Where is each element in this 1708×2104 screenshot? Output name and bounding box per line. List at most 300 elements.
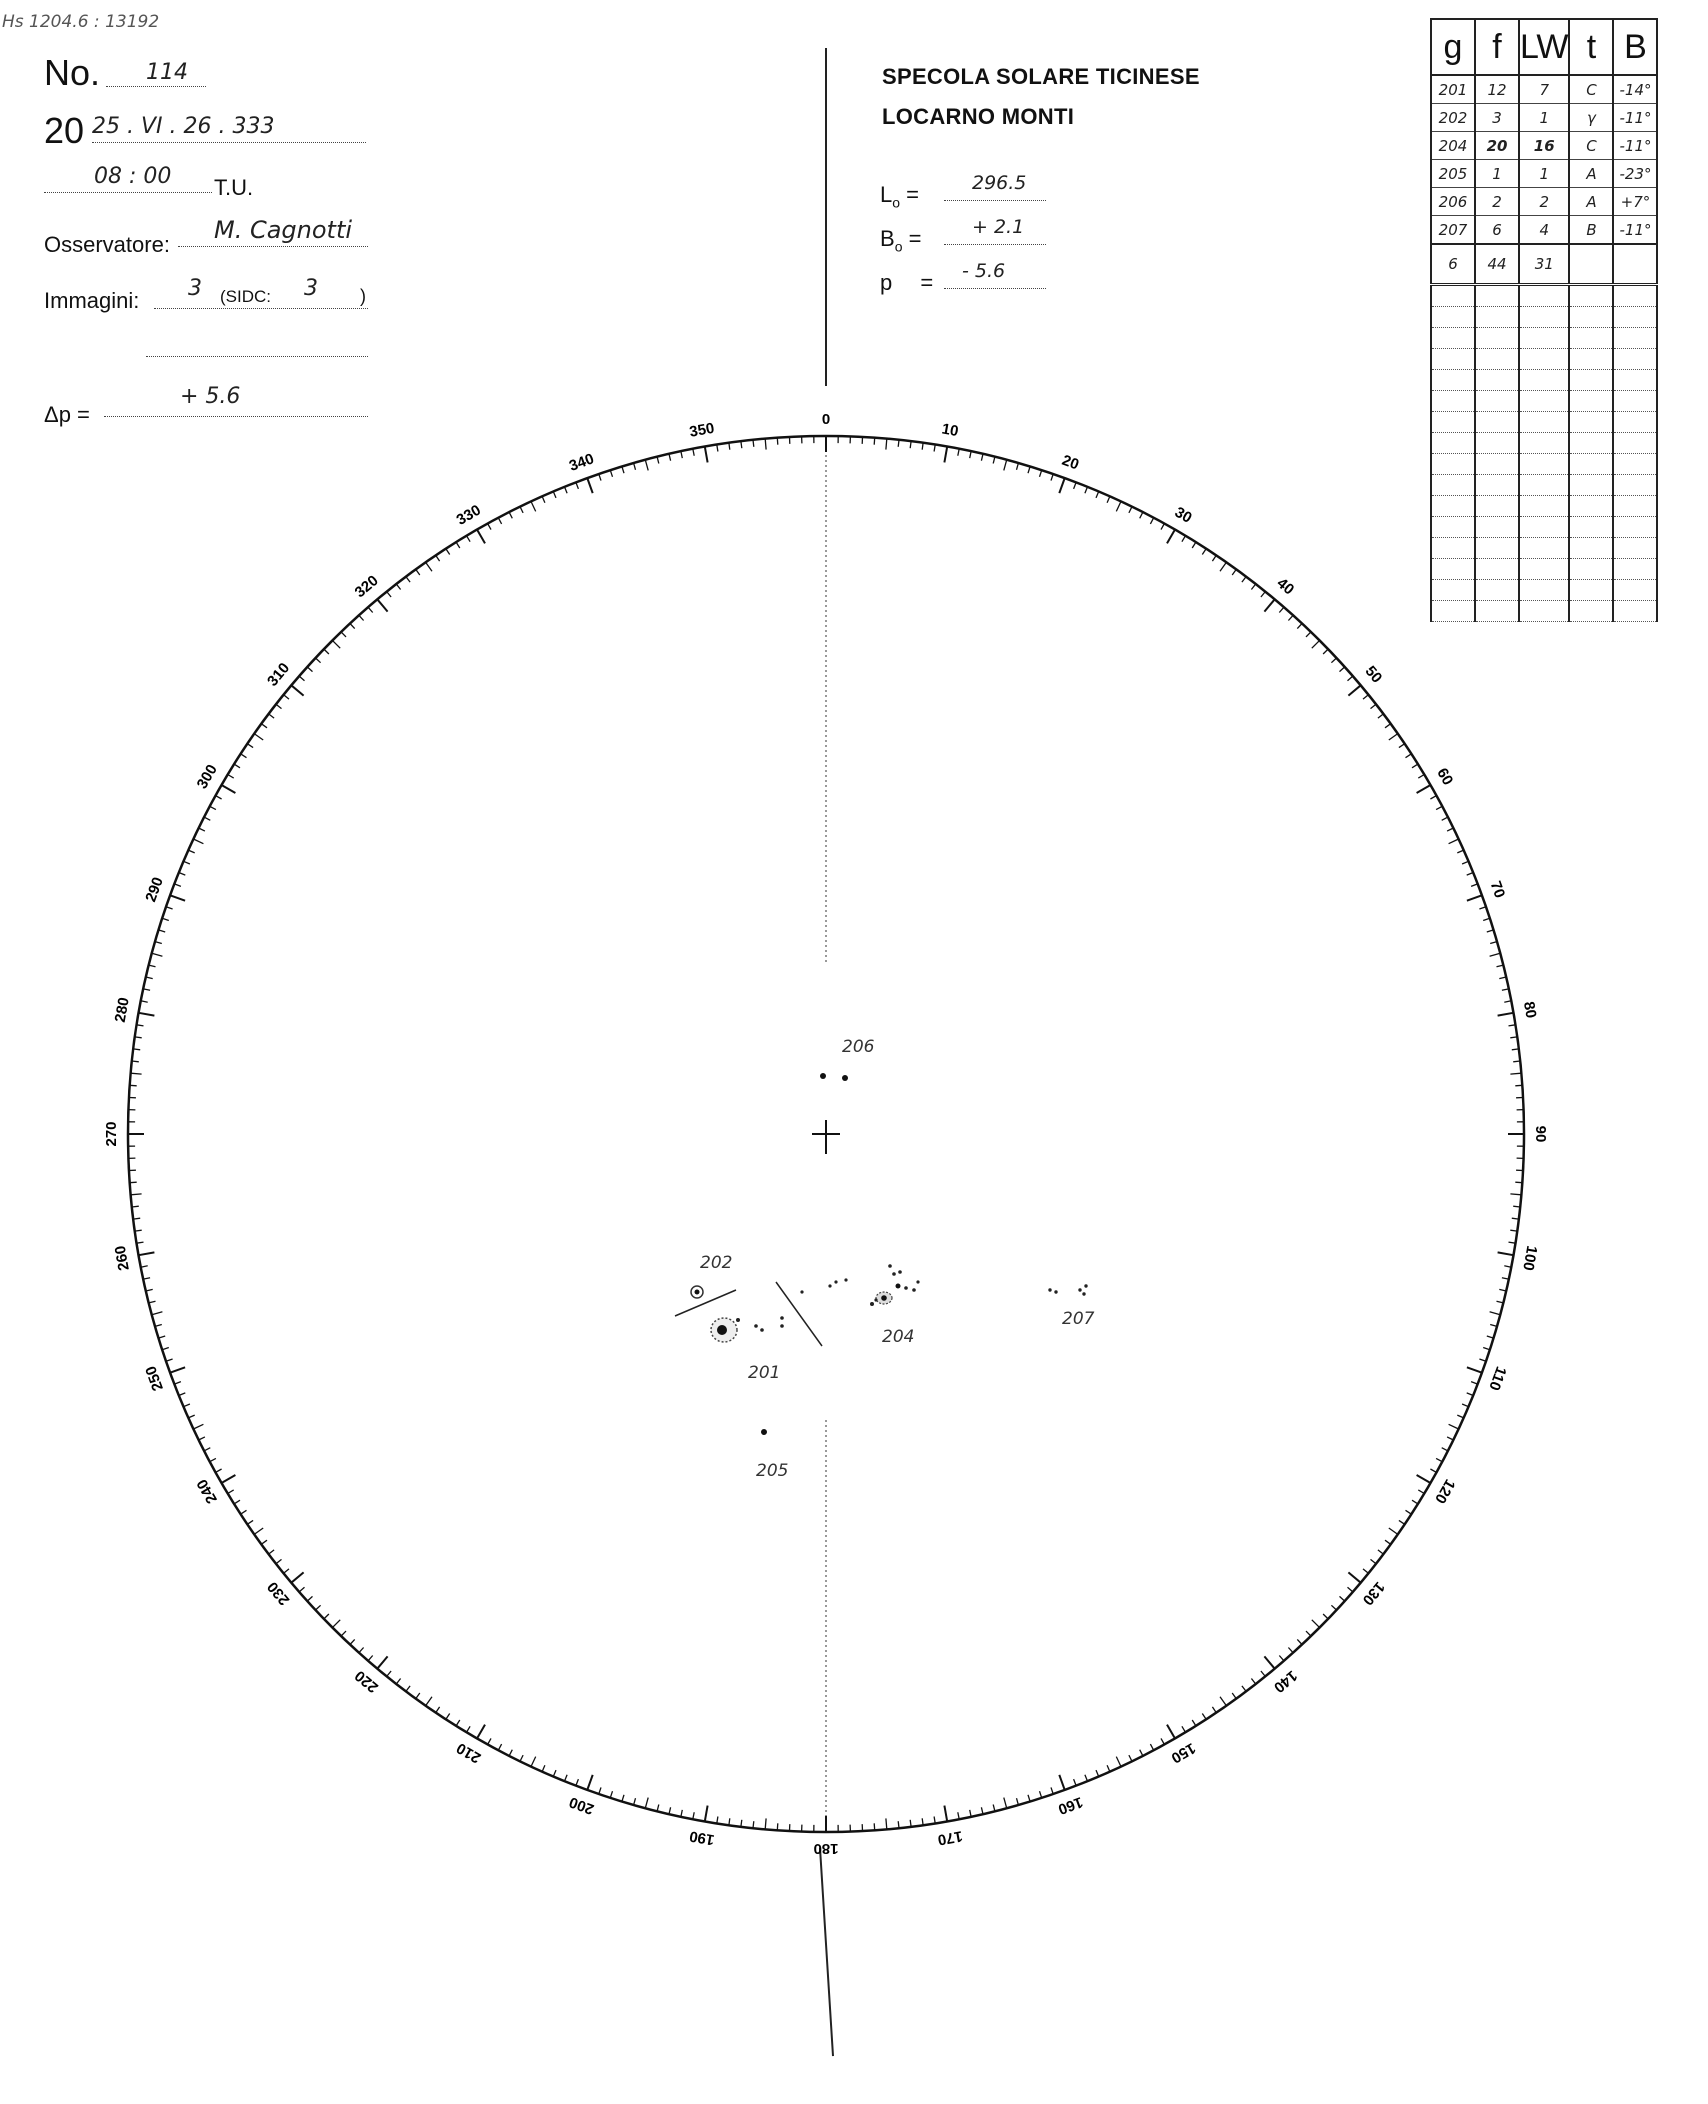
scale-tick [467,1726,471,1732]
scale-tick [553,1770,556,1776]
scale-tick [1261,1671,1265,1676]
scale-tick [130,1085,137,1086]
scale-tick [1467,1393,1474,1396]
scale-tick [1430,796,1436,799]
l0-symbol: L [880,182,893,207]
scale-label-300: 300 [193,761,221,792]
scale-tick [1487,930,1494,932]
scale-tick [993,457,995,464]
scale-tick [1442,1448,1448,1451]
scale-tick [765,439,766,450]
scale-tick [886,1818,887,1829]
scale-tick [1515,1182,1522,1183]
scale-tick [1348,685,1360,695]
scale-tick [166,907,173,909]
scale-tick [1399,744,1405,748]
scale-tick [174,884,181,887]
scale-tick [1447,828,1453,831]
sunspot-groups [675,1037,1095,1481]
scale-tick [146,1289,153,1291]
b0-value: + 2.1 [972,216,1025,238]
spot [717,1325,727,1335]
scale-tick [1017,1798,1019,1805]
scale-tick [324,649,329,654]
scale-tick [1220,562,1226,571]
scale-tick [159,1336,166,1338]
scale-tick [874,1823,875,1830]
group-207 [1048,1284,1094,1329]
scale-tick [610,470,612,477]
scale-tick [1417,785,1431,793]
scale-tick [1251,1679,1255,1685]
scale-tick [1371,704,1377,708]
cell-g: 202 [1431,104,1475,132]
scale-tick [396,584,400,590]
scale-tick [520,507,523,513]
scale-tick [1412,1500,1418,1504]
scale-tick [1129,507,1132,513]
spot [1048,1288,1051,1291]
scale-tick [254,1528,263,1534]
scale-tick [446,1714,450,1720]
scale-tick [166,1359,173,1361]
scale-tick [753,1821,754,1828]
scale-tick [1498,1252,1514,1255]
group-label-201: 201 [748,1363,781,1383]
scale-tick [193,1424,203,1429]
scale-tick [284,1569,289,1573]
scale-tick [634,1798,636,1805]
scale-tick [1212,555,1216,561]
cell-g: 201 [1431,75,1475,104]
scale-tick [1483,1348,1490,1350]
central-meridian-axis [812,48,840,2056]
scale-tick [498,518,501,524]
scale-tick [193,839,203,844]
scale-tick [1004,1798,1007,1809]
scale-tick [247,1520,253,1524]
scale-tick [446,549,450,555]
scale-tick [729,443,730,450]
spot [842,1075,848,1081]
scale-tick [1232,569,1236,575]
scale-tick [139,1013,155,1016]
scale-tick [1457,1415,1463,1418]
scale-tick [1059,1775,1064,1790]
cell-b: -23° [1613,160,1657,188]
scale-tick [377,1656,387,1668]
scale-tick [368,1656,373,1661]
time-unit-label: T.U. [214,175,254,200]
scale-tick [777,438,778,445]
scale-tick [131,1073,142,1074]
scale-tick [149,965,156,967]
archive-reference: Hs 1204.6 : 13192 [2,12,160,32]
scale-tick [216,1469,222,1472]
scale-tick [681,1810,682,1817]
scale-tick [1040,470,1042,477]
scale-tick [509,512,512,518]
scale-tick [222,1475,236,1483]
scale-tick [316,1605,321,1610]
scale-tick [199,828,205,831]
scale-tick [1490,942,1497,944]
scale-tick [1107,1765,1110,1771]
tally-header-lw: LW [1519,19,1569,75]
spot [754,1324,758,1328]
scale-tick [1261,592,1265,597]
sidc-close: ) [360,286,366,306]
scale-tick [645,1798,648,1809]
scale-label-30: 30 [1171,503,1195,527]
cell-lw: 4 [1519,216,1569,245]
scale-tick [576,1779,579,1786]
scale-tick [170,895,185,900]
scale-tick [1348,676,1353,681]
scale-tick [599,474,601,481]
scale-label-280: 280 [111,996,133,1024]
scale-tick [299,676,304,681]
scale-tick [874,438,875,445]
scale-tick [1417,1475,1431,1483]
scale-tick [1312,640,1320,648]
scale-tick [477,530,485,544]
scale-tick [416,569,420,575]
scale-label-100: 100 [1519,1244,1541,1272]
scale-tick [509,1750,512,1756]
spot [888,1264,892,1268]
scale-tick [944,447,947,463]
scale-tick [488,1738,491,1744]
scale-tick [222,785,236,793]
scale-tick [436,1707,440,1713]
spot [904,1286,908,1290]
spot [912,1288,916,1292]
spot [1082,1292,1085,1295]
scale-tick [645,460,648,471]
spot [834,1280,837,1283]
spot [760,1328,764,1332]
scale-tick [1297,1639,1302,1644]
scale-tick [970,451,971,458]
scale-label-70: 70 [1486,878,1509,901]
total-g: 6 [1431,244,1475,285]
cell-g: 205 [1431,160,1475,188]
cell-lw: 1 [1519,104,1569,132]
scale-tick [143,1278,150,1279]
scale-tick [1363,1569,1368,1573]
scale-label-160: 160 [1055,1793,1086,1818]
scale-tick [332,640,340,648]
group-205 [756,1429,788,1481]
group-201 [711,1282,822,1383]
bottom-axis-line [820,1848,833,2056]
l0-equals: = [906,182,920,207]
scale-tick [132,1206,139,1207]
scale-label-260: 260 [111,1244,133,1272]
scale-tick [1497,1301,1504,1303]
scale-tick [359,615,364,620]
spot [916,1280,919,1283]
scale-tick [350,1639,355,1644]
cell-t: B [1569,216,1613,245]
scale-tick [162,918,169,920]
scale-tick [1306,1631,1311,1636]
sheet-number-label: No. [44,52,101,93]
cell-lw: 7 [1519,75,1569,104]
scale-tick [133,1049,140,1050]
scale-tick [204,1448,210,1451]
scale-tick [1004,460,1007,471]
images-value: 3 [188,276,202,301]
scale-tick [981,1807,983,1814]
scale-tick [1462,861,1468,864]
scale-tick [587,1775,592,1790]
scale-tick [705,1806,708,1822]
scale-tick [657,457,659,464]
scale-tick [341,1631,346,1636]
scale-tick [1306,632,1311,637]
scale-tick [1378,1550,1384,1554]
scale-tick [155,1325,162,1327]
scale-tick [284,695,289,699]
scale-tick [542,1765,545,1771]
scale-tick [669,1807,671,1814]
scale-tick [135,1230,142,1231]
scale-tick [1406,1510,1412,1514]
scale-label-180: 180 [813,1840,839,1858]
scale-label-110: 110 [1485,1364,1510,1393]
scale-tick [1107,496,1110,502]
scale-tick [350,624,355,629]
scale-tick [416,1693,420,1699]
scale-tick [149,1301,156,1303]
scale-tick [1074,482,1077,489]
images-label: Immagini: [44,288,140,313]
scale-tick [1051,474,1053,481]
spot [1078,1288,1081,1291]
scale-tick [1510,1037,1517,1038]
scale-tick [406,1686,410,1692]
scale-tick [377,599,387,611]
scale-tick [1312,1620,1320,1628]
scale-tick [1442,817,1448,820]
spot [896,1284,901,1289]
cell-b: -11° [1613,216,1657,245]
scale-tick [753,440,754,447]
scale-tick [307,1596,312,1601]
cell-g: 204 [1431,132,1475,160]
scale-tick [1323,649,1328,654]
p-symbol: p [880,270,893,295]
scale-tick [387,592,391,597]
scale-tick [1389,1528,1398,1534]
scale-label-210: 210 [453,1739,484,1767]
scale-tick [1220,1697,1226,1706]
scale-label-40: 40 [1273,574,1298,599]
scale-tick [1251,584,1255,590]
scale-label-10: 10 [940,420,960,441]
scale-tick [204,817,210,820]
scale-tick [1502,989,1509,990]
scale-tick [1378,714,1384,718]
scale-tick [922,443,923,450]
group-label-204: 204 [882,1327,915,1347]
scale-tick [657,1805,659,1812]
scale-tick [387,1671,391,1676]
scale-label-330: 330 [453,501,484,529]
scale-tick [234,1500,240,1504]
scale-tick [199,1437,205,1440]
scale-tick [1412,764,1418,768]
scale-tick [1279,607,1284,612]
scale-tick [159,930,166,932]
scale-tick [179,1393,186,1396]
time-value: 08 : 00 [94,164,172,189]
scale-tick [587,478,592,493]
delta-p-value: + 5.6 [180,384,241,409]
scale-tick [269,714,275,718]
scale-tick [143,989,150,990]
scale-tick [261,724,267,728]
scale-tick [467,536,471,542]
cell-lw: 1 [1519,160,1569,188]
scale-label-340: 340 [566,450,597,475]
scale-tick [291,685,303,695]
scale-tick [1512,1049,1519,1050]
scale-tick [174,1382,181,1385]
group-separator [675,1290,736,1316]
tally-header-g: g [1431,19,1475,75]
scale-label-240: 240 [193,1476,221,1507]
scale-tick [396,1679,400,1685]
cell-lw: 16 [1519,132,1569,160]
scale-tick [1499,977,1506,979]
scale-tick [152,1312,163,1315]
group-206 [820,1037,875,1081]
scale-tick [1462,1404,1468,1407]
scale-tick [705,447,708,463]
scale-tick [1161,1738,1164,1744]
scale-tick [1497,965,1504,967]
spot [881,1295,887,1301]
cell-t: A [1569,188,1613,216]
scale-tick [1430,1469,1436,1472]
scale-tick [210,1458,216,1461]
scale-tick [1479,907,1486,909]
scale-tick [1449,1424,1459,1429]
cell-lw: 2 [1519,188,1569,216]
scale-tick [531,501,536,511]
scale-tick [910,441,911,448]
scale-tick [1264,599,1274,611]
scale-tick [1040,1791,1042,1798]
scale-tick [1192,542,1196,548]
scale-tick [1182,1726,1186,1732]
cell-t: C [1569,75,1613,104]
scale-tick [1487,1336,1494,1338]
scale-tick [1436,806,1442,809]
spot [780,1316,784,1320]
scale-tick [324,1614,329,1619]
spot [874,1298,877,1301]
scale-tick [1490,1312,1501,1315]
scale-tick [1150,518,1153,524]
scale-tick [1510,1230,1517,1231]
scale-label-120: 120 [1431,1476,1459,1507]
cell-f: 6 [1475,216,1519,245]
scale-tick [1340,1596,1345,1601]
scale-tick [1447,1437,1453,1440]
spot [820,1073,826,1079]
scale-tick [1202,1714,1206,1720]
scale-tick [456,542,460,548]
scale-label-50: 50 [1361,662,1386,687]
scale-tick [777,1823,778,1830]
scale-tick [1085,1775,1088,1782]
scale-tick [1515,1085,1522,1086]
scale-tick [1512,1218,1519,1219]
total-lw: 31 [1519,244,1569,285]
scale-tick [610,1791,612,1798]
cell-t: γ [1569,104,1613,132]
spot [898,1270,902,1274]
scale-tick [1449,839,1459,844]
scale-tick [155,942,162,944]
delta-p-label: Δp = [44,402,90,427]
scale-tick [1502,1278,1509,1279]
b0-subscript: o [894,238,903,255]
scale-tick [1385,724,1391,728]
spot [780,1324,784,1328]
scale-label-200: 200 [566,1793,597,1818]
scale-label-230: 230 [264,1578,294,1609]
scale-tick [1490,1325,1497,1327]
scale-tick [669,454,671,461]
scale-label-90: 90 [1532,1125,1550,1143]
scale-tick [1323,1614,1328,1619]
scale-label-190: 190 [688,1827,716,1849]
scale-tick [1161,524,1164,530]
scale-tick [1279,1656,1284,1661]
scale-tick [1467,895,1482,900]
scale-tick [1202,549,1206,555]
scale-tick [179,873,186,876]
scale-tick [1499,1289,1506,1291]
scale-tick [1385,1540,1391,1544]
scale-tick [291,1572,303,1582]
scale-tick [139,1252,155,1255]
scale-tick [241,754,247,758]
scale-tick [276,704,282,708]
spot [844,1278,847,1281]
cell-t: A [1569,160,1613,188]
scale-label-60: 60 [1433,765,1457,789]
scale-tick [993,1805,995,1812]
scale-tick [1017,463,1019,470]
spot [1084,1284,1087,1287]
cell-f: 1 [1475,160,1519,188]
date-value: 25 . VI . 26 . 333 [92,114,275,139]
scale-tick [1389,734,1398,740]
observer-label: Osservatore: [44,232,170,257]
scale-tick [1059,478,1064,493]
scale-tick [1490,953,1501,956]
scale-tick [765,1818,766,1829]
scale-tick [1297,624,1302,629]
scale-tick [1363,695,1368,699]
scale-tick [599,1787,601,1794]
